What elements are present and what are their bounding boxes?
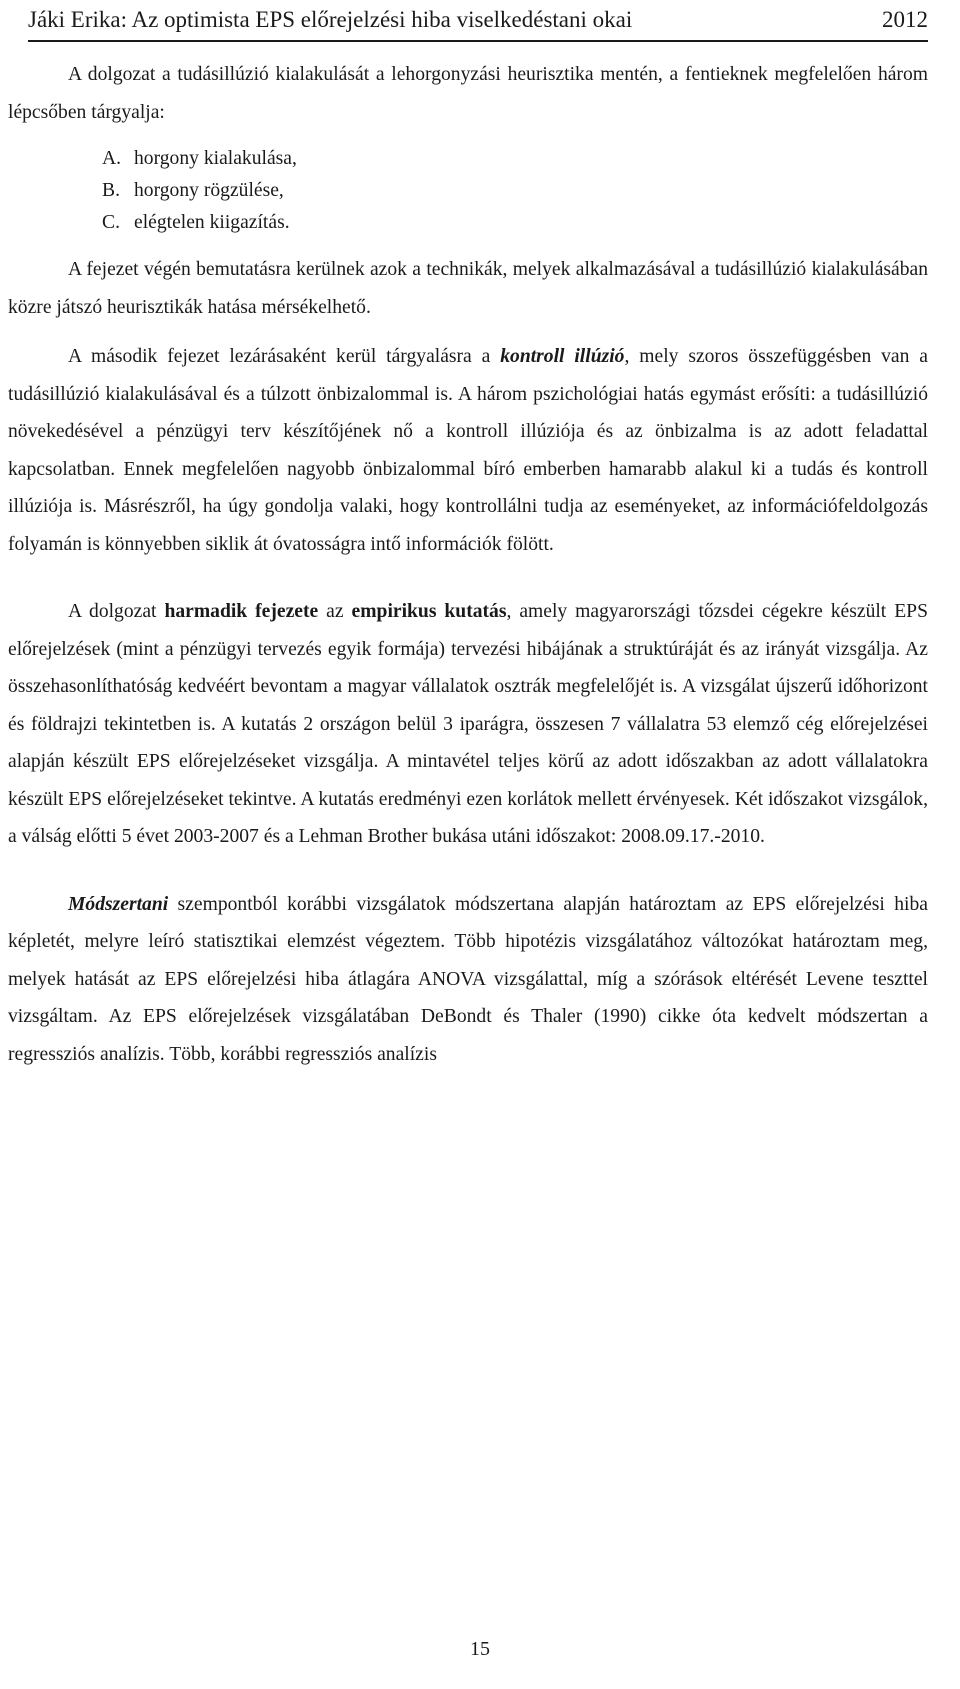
list-item-label: B. [102, 180, 120, 201]
running-header [28, 0, 928, 42]
list-item-text: horgony kialakulása, [134, 148, 297, 169]
text-run: , mely szoros összefüggésben van a tudásillúzió kialakulásával és a túlzott önbizalommal is. A három pszichológiai hatás egymást erősíti: a tudásillúzió növekedésével a pénzügyi terv készítőjének nő a kontroll illúziója és az önbizalma is az adott feladattal kapcsolatban. Ennek megfelelően nagyobb önbizalommal bíró emberben hamarabb alakul ki a tudás és kontroll illúziója is. Másrészről, ha úgy gondolja valaki, hogy kontrollálni tudja az eseményeket, az információfeldolgozás folyamán is könnyebben siklik át óvatosságra intő információk fölött. [8, 346, 928, 555]
list-item [8, 143, 928, 175]
page-number: 15 [470, 1638, 490, 1660]
list-item-label: A. [102, 148, 122, 169]
text-run: , amely magyarországi tőzsdei cégekre készült EPS előrejelzések (mint a pénzügyi tervezés egyik formája) tervezési hibájának a struktúráját és az irányát vizsgálja. Az összehasonlíthatóság kedvéért bevontam a magyar vállalatok osztrák megfelelőjét is. A vizsgálat újszerű időhorizont és földrajzi tekintetben is. A kutatás 2 országon belül 3 iparágra, összesen 7 vállalatra 53 elemző cég előrejelzései alapján készült EPS előrejelzéseket vizsgálja. A mintavétel teljes körű az adott időszakban az adott vállalatokra készült EPS előrejelzéseket tekintve. A kutatás eredményi ezen korlátok mellett érvényesek. Két időszakot vizsgálok, a válság előtti 5 évet 2003-2007 és a Lehman Brother bukása utáni időszakot: 2008.09.17.-2010. [8, 601, 928, 847]
emphasis-term: Módszertani [68, 893, 169, 915]
paragraph-techniques: A fejezet végén bemutatásra kerülnek azok a technikák, melyek alkalmazásával a tudásillúzió kialakulásában közre játszó heurisztikák hatása mérsékelhető. [8, 259, 928, 318]
paragraph-third-chapter [8, 593, 928, 856]
header-year: 2012 [882, 7, 928, 32]
list-item-label: C. [102, 212, 120, 233]
list-item-text: elégtelen kiigazítás. [134, 212, 290, 233]
text-run: szempontból korábbi vizsgálatok módszertana alapján határoztam az EPS előrejelzési hiba képletét, melyre leíró statisztikai elemzést végeztem. Több hipotézis vizsgálatához változókat határoztam meg, melyek hatását az EPS előrejelzési hiba átlagára ANOVA vizsgálattal, míg a szórások eltérését Levene teszttel vizsgáltam. Az EPS előrejelzések vizsgálatában DeBondt és Thaler (1990) cikke óta kedvelt módszertan a regressziós analízis. Több, korábbi regressziós analízis [8, 893, 928, 1065]
page-body [8, 56, 928, 1073]
paragraph-control-illusion [8, 338, 928, 563]
list-item [8, 207, 928, 239]
list-item [8, 175, 928, 207]
list-item-text: horgony rögzülése, [134, 180, 284, 201]
emphasis-term: kontroll illúzió [500, 346, 625, 367]
emphasis-term: harmadik fejezete [164, 601, 319, 622]
emphasis-term: empirikus kutatás [351, 601, 507, 622]
header-title: Jáki Erika: Az optimista EPS előrejelzési hiba viselkedéstani okai [28, 7, 633, 32]
text-run: A második fejezet lezárásaként kerül tárgyalásra a [68, 346, 501, 367]
text-run: A dolgozat [68, 601, 165, 622]
text-run: az [318, 601, 352, 622]
paragraph-intro: A dolgozat a tudásillúzió kialakulását a lehorgonyzási heurisztika mentén, a fentieknek megfelelően három lépcsőben tárgyalja: [8, 64, 928, 123]
step-list [8, 143, 928, 239]
paragraph-methodology [8, 886, 928, 1074]
